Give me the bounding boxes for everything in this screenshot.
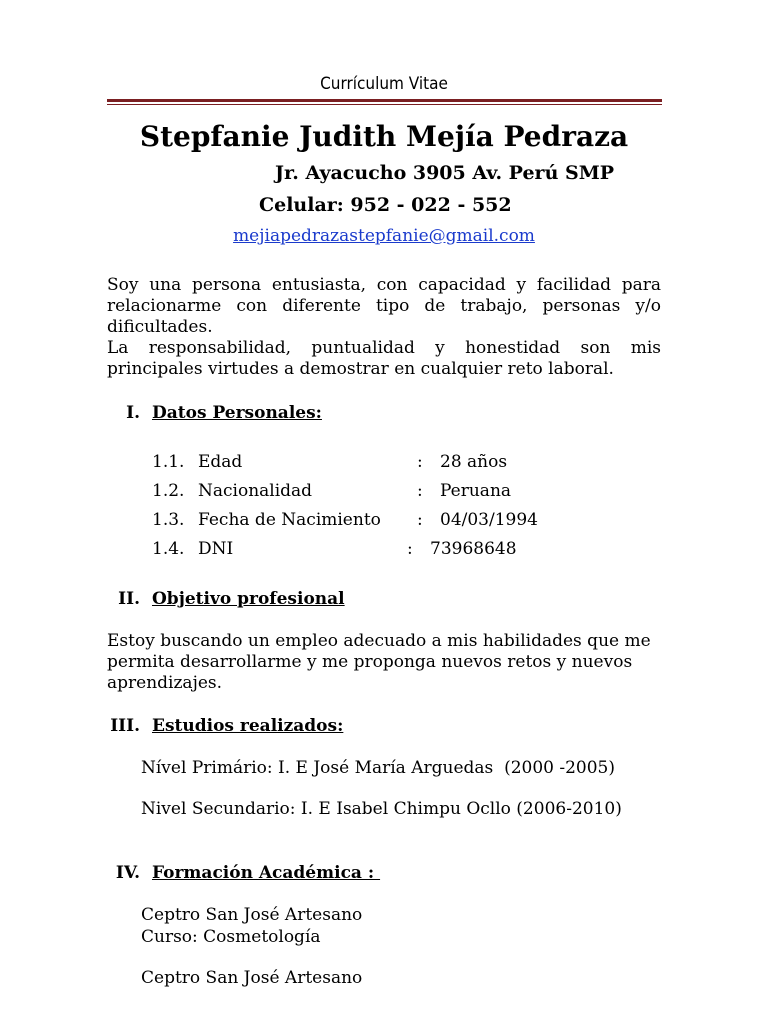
profile-summary [107,275,661,380]
academic-entry: Ceptro San José Artesano [141,968,363,988]
phone-number: Celular: 952 - 022 - 552 [259,194,512,216]
summary-paragraph: Soy una persona entusiasta, con capacidad y facilidad para relacionarme con diferente tipo de trabajo, personas y/o dificultades. [107,275,661,337]
summary-paragraph: La responsabilidad, puntualidad y honestidad son mis principales virtudes a demostrar en cualquier reto laboral. [107,338,661,379]
objective-text: Estoy buscando un empleo adecuado a mis habilidades que me permita desarrollarme y me proponga nuevos retos y nuevos aprendizajes. [107,631,651,693]
address: Jr. Ayacucho 3905 Av. Perú SMP [275,162,615,184]
item-label: Edad [198,452,243,472]
item-value: Peruana [440,481,512,501]
item-label: Nacionalidad [198,481,313,501]
item-value: 73968648 [430,539,517,559]
section-number: I. [126,403,140,423]
header-divider-thin [107,104,662,105]
section-title: Estudios realizados: [152,716,344,736]
item-separator: : [407,539,413,559]
item-separator: : [417,452,423,472]
study-entry: Nivel Secundario: I. E Isabel Chimpu Ocllo (2006-2010) [141,799,622,819]
header-divider-thick [107,99,662,102]
item-number: 1.1. [152,452,185,472]
section-title: Formación Académica : [152,863,381,883]
academic-entry: Curso: Cosmetología [141,927,321,947]
item-label: DNI [198,539,234,559]
item-separator: : [417,510,423,530]
email-link[interactable]: mejiapedrazastepfanie@gmail.com [233,226,535,246]
candidate-name: Stepfanie Judith Mejía Pedraza [139,120,629,153]
item-separator: : [417,481,423,501]
document-header-title: Currículum Vitae [320,74,448,94]
section-number: IV. [115,863,140,883]
section-number: III. [110,716,140,736]
study-entry: Nível Primário: I. E José María Arguedas (2000 -2005) [141,758,616,778]
section-title: Datos Personales: [152,403,322,423]
item-value: 28 años [440,452,508,472]
item-number: 1.4. [152,539,185,559]
item-label: Fecha de Nacimiento [198,510,381,530]
academic-entry: Ceptro San José Artesano [141,905,363,925]
objective-paragraph [107,631,661,694]
section-title: Objetivo profesional [152,589,345,609]
item-number: 1.3. [152,510,185,530]
item-value: 04/03/1994 [440,510,538,530]
item-number: 1.2. [152,481,185,501]
section-number: II. [118,589,140,609]
